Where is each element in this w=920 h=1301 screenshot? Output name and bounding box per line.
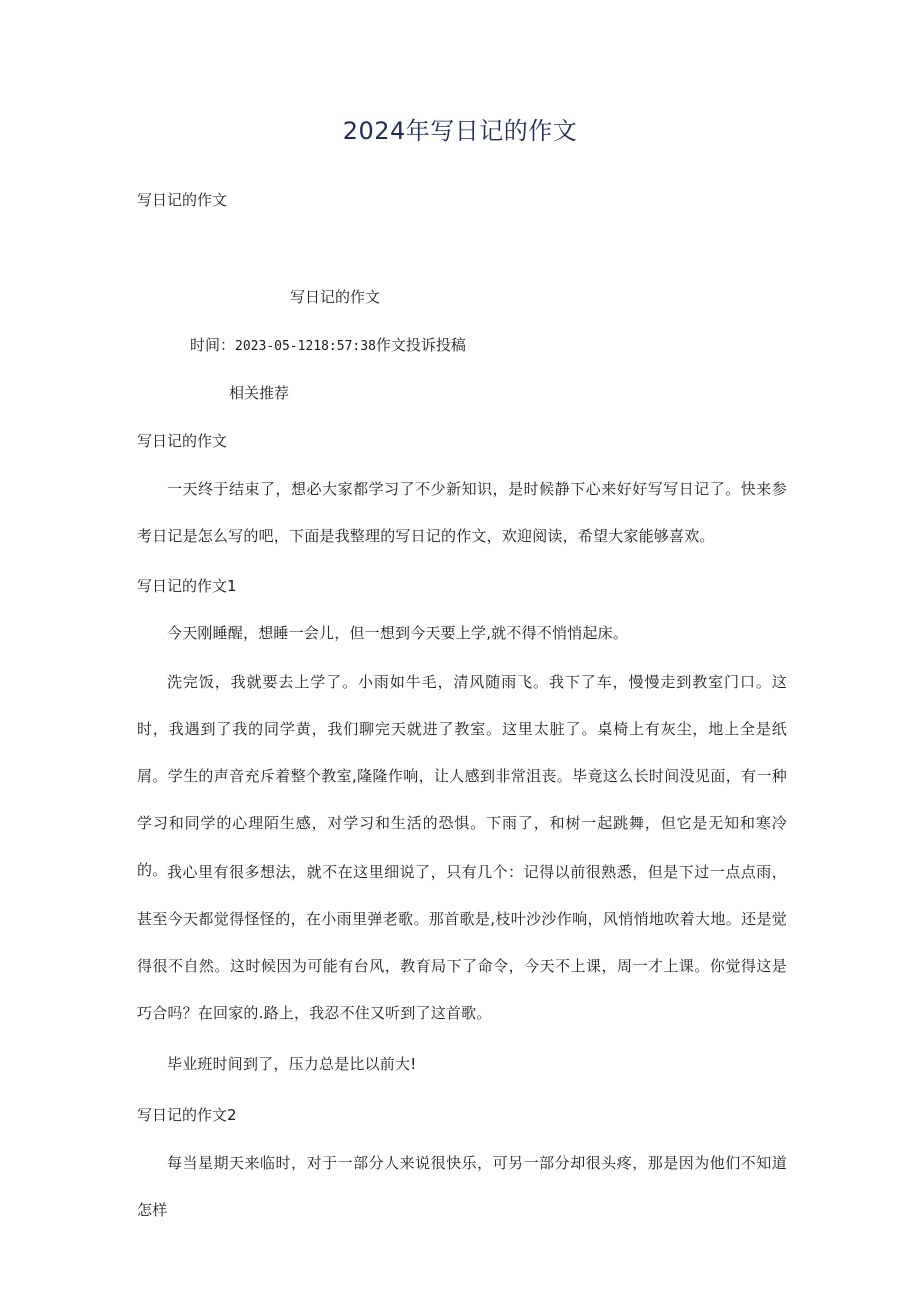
essay1-paragraph: 今天刚睡醒，想睡一会儿，但一想到今天要上学,就不得不悄悄起床。 xyxy=(167,624,628,642)
essay1-paragraph: 我心里有很多想法，就不在这里细说了，只有几个：记得以前很熟悉，但是下过一点点雨，甚至今天都觉得怪怪的，在小雨里弹老歌。那首歌是,枝叶沙沙作响，风悄悄地吹着大地。还是觉得很不自然。这时候因为可能有台风，教育局下了命令，今天不上课，周一才上课。你觉得这是巧合吗？在回家的.路上，我忍不住又听到了这首歌。 xyxy=(137,863,787,1022)
article-meta xyxy=(190,334,466,358)
header-label: 写日记的作文 xyxy=(137,191,228,209)
time-value: 2023-05-1218:57:38 xyxy=(235,339,376,354)
time-label: 时间： xyxy=(190,336,236,354)
article-title: 写日记的作文 xyxy=(290,288,381,306)
essay2-heading: 写日记的作文2 xyxy=(137,1106,237,1124)
intro-heading: 写日记的作文 xyxy=(137,432,228,450)
related-label: 相关推荐 xyxy=(229,384,290,402)
essay1-paragraph: 毕业班时间到了，压力总是比以前大! xyxy=(167,1055,417,1073)
essay2-paragraph: 每当星期天来临时，对于一部分人来说很快乐，可另一部分却很头疼，那是因为他们不知道怎样 xyxy=(137,1154,787,1219)
document-title: 2024年写日记的作文 xyxy=(342,117,578,145)
report-links: 作文投诉投稿 xyxy=(375,336,466,354)
essay1-paragraph: 洗完饭，我就要去上学了。小雨如牛毛，清风随雨飞。我下了车，慢慢走到教室门口。这时，我遇到了我的同学黄，我们聊完天就进了教室。这里太脏了。桌椅上有灰尘，地上全是纸屑。学生的声音充斥着整个教室,隆隆作响，让人感到非常沮丧。毕竟这么长时间没见面，有一种学习和同学的心理陌生感，对学习和生活的恐惧。下雨了，和树一起跳舞，但它是无知和寒冷的。 xyxy=(137,673,787,879)
essay1-heading: 写日记的作文1 xyxy=(137,577,237,595)
intro-paragraph: 一天终于结束了，想必大家都学习了不少新知识，是时候静下心来好好写写日记了。快来参考日记是怎么写的吧，下面是我整理的写日记的作文，欢迎阅读，希望大家能够喜欢。 xyxy=(137,480,787,545)
